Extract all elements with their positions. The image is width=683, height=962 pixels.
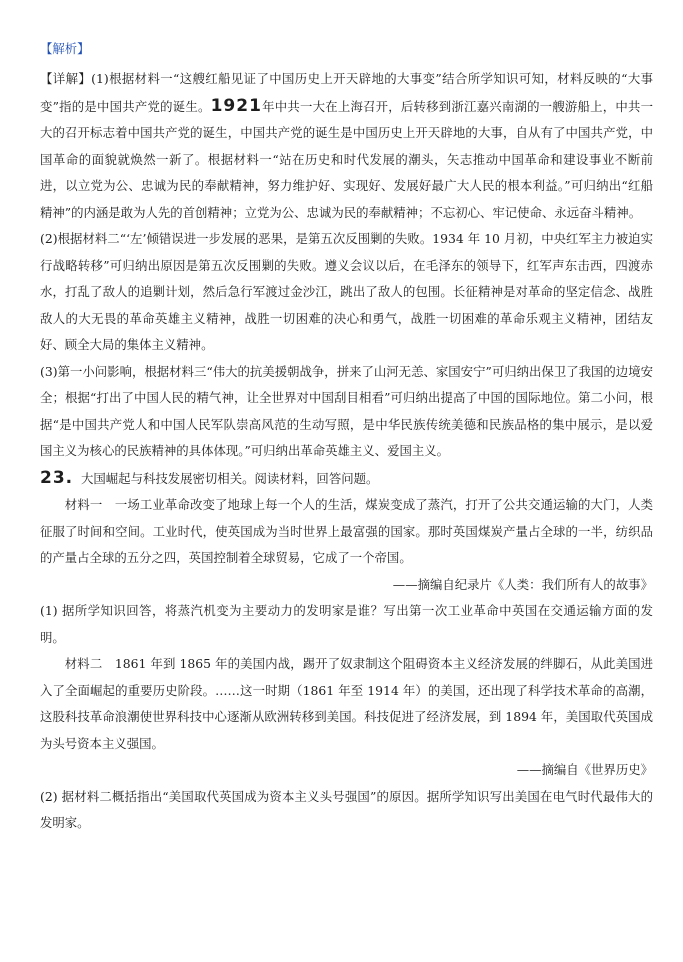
part-1-text-b: 年中共一大在上海召开，后转移到浙江嘉兴南湖的一艘游船上，中共一大的召开标志着中国共产党的诞生，中国共产党的诞生是中国历史上开天辟地的大事，自从有了中国共产党，中国革命的面貌就焕然一新了。根据材料一“站在历史和时代发展的潮头，矢志推动中国革命和建设事业不断前进，以立党为公、忠诚为民的奉献精神，努力维护好、实现好、发展好最广大人民的根本利益。”可归纳出“红船精神”的内涵是敢为人先的首创精神；立党为公、忠诚为民的奉献精神；不忘初心、牢记使命、永远奋斗精神。 bbox=[40, 98, 654, 220]
part-1-text-a: 根据材料一“这艘红船见证了中国历史上开天辟地的大事变”结合所学知识可知，材料反映的“大事变”指的是中国共产党的诞生。 bbox=[40, 71, 653, 114]
question-number: 23. bbox=[40, 467, 74, 488]
analysis-label: 【解析】 bbox=[40, 41, 90, 56]
part-3-text: 第一小问影响，根据材料三“伟大的抗美援朝战争，拼来了山河无恙、家国安宁”可归纳出保卫了我国的边境安全；根据“打出了中国人民的精气神，让全世界对中国刮目相看”可归纳出提高了中国的国际地位。第二小问，根据“是中国共产党人和中国人民军队崇高风范的生动写照，是中华民族传统美德和民族品格的集中展示，是以爱国主义为核心的民族精神的具体体现。”可归纳出革命英雄主义、爱国主义。 bbox=[40, 363, 653, 458]
material-2-source: ——摘编自《世界历史》 bbox=[516, 762, 653, 777]
year-1921: 1921 bbox=[210, 95, 262, 116]
question-stem-text: 大国崛起与科技发展密切相关。阅读材料，回答问题。 bbox=[81, 470, 379, 486]
answer-part-2 bbox=[40, 226, 653, 359]
material-2: 材料二 1861 年到 1865 年的美国内战，踢开了奴隶制这个阻碍资本主义经济发展的绊脚石，从此美国进入了全面崛起的重要历史阶段。……这一时期（1861 年至 1914 年）的美国，还出现了科学技术革命的高潮，这股科技革命浪潮使世界科技中心逐渐从欧洲转移到美国。科技促进了经济发展，到 1894 年，美国取代英国成为头号资本主义强国。 bbox=[40, 656, 653, 751]
question-1: (1) 据所学知识回答，将蒸汽机变为主要动力的发明家是谁？写出第一次工业革命中英国在交通运输方面的发明。 bbox=[40, 603, 653, 645]
question-2: (2) 据材料二概括指出“美国取代英国成为资本主义头号强国”的原因。据所学知识写出美国在电气时代最伟大的发明家。 bbox=[40, 788, 653, 830]
answer-part-3 bbox=[40, 359, 653, 465]
part-2-number: (2) bbox=[40, 231, 58, 246]
question-stem bbox=[40, 465, 653, 493]
detail-tag: 【详解】 bbox=[40, 71, 92, 86]
part-1-number: (1) bbox=[91, 71, 109, 86]
answer-part-1 bbox=[40, 66, 653, 226]
part-2-text: 根据材料二“‘左’倾错误进一步发展的恶果，是第五次反围剿的失败。1934 年 10 月初，中央红军主力被迫实行战略转移”可归纳出原因是第五次反围剿的失败。遵义会议以后，在毛泽东的领导下，红军声东击西，四渡赤水，打乱了敌人的追剿计划，然后急行军渡过金沙江，跳出了敌人的包围。长征精神是对革命的坚定信念、战胜敌人的大无畏的革命英雄主义精神，战胜一切困难的决心和勇气，战胜一切困难的革命乐观主义精神，团结友好、顾全大局的集体主义精神。 bbox=[40, 231, 653, 352]
material-1: 材料一 一场工业革命改变了地球上每一个人的生活，煤炭变成了蒸汽，打开了公共交通运输的大门，人类征服了时间和空间。工业时代，使英国成为当时世界上最富强的国家。那时英国煤炭产量占全球的一半，纺织品的产量占全球的五分之四，英国控制着全球贸易，它成了一个帝国。 bbox=[40, 497, 653, 565]
material-1-source: ——摘编自纪录片《人类：我们所有人的故事》 bbox=[392, 576, 653, 592]
part-3-number: (3) bbox=[40, 363, 58, 379]
